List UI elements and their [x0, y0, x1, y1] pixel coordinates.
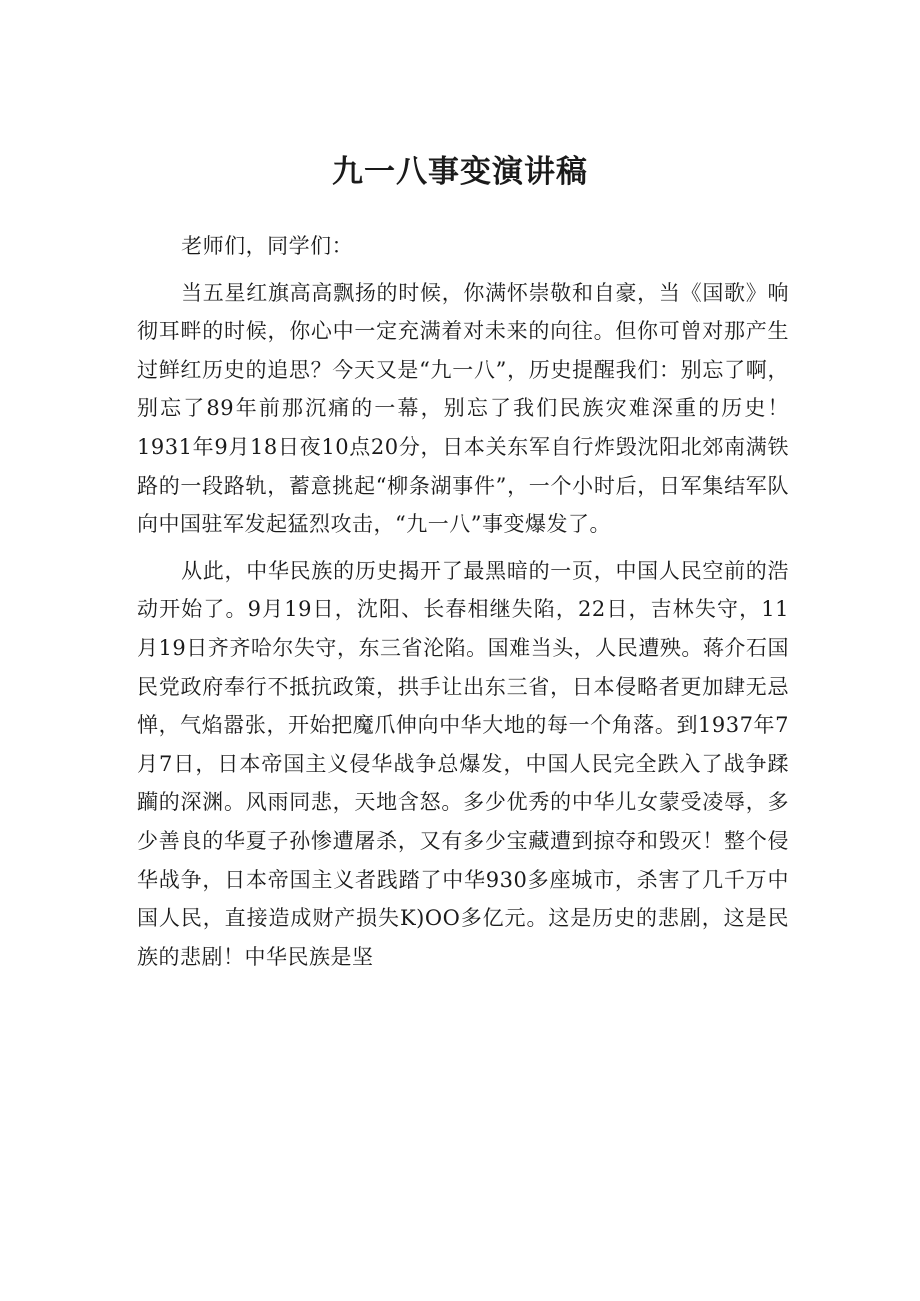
- document-title: 九一八事变演讲稿: [332, 154, 588, 190]
- document-body: [137, 227, 789, 976]
- salutation: 老师们，同学们：: [181, 234, 354, 258]
- paragraph-1: 当五星红旗高高飘扬的时候，你满怀崇敬和自豪，当《国歌》响彻耳畔的时候，你心中一定充满着对未来的向往。但你可曾对那产生过鲜红历史的追思？今天又是“九一八”，历史提醒我们：别忘了啊，别忘了89年前那沉痛的一幕，别忘了我们民族灾难深重的历史！1931年9月18日夜10点20分，日本关东军自行炸毁沈阳北郊南满铁路的一段路轨，蓄意挑起“柳条湖事件”，一个小时后，日军集结军队向中国驻军发起猛烈攻击，“九一八”事变爆发了。: [137, 280, 789, 537]
- paragraph-2: 从此，中华民族的历史揭开了最黑暗的一页，中国人民空前的浩动开始了。9月19日，沈阳、长春相继失陷，22日，吉林失守，11月19日齐齐哈尔失守，东三省沦陷。国难当头，人民遭殃。蒋介石国民党政府奉行不抵抗政策，拱手让出东三省，日本侵略者更加肆无忌惮，气焰嚣张，开始把魔爪伸向中华大地的每一个角落。到1937年7月7日，日本帝国主义侵华战争总爆发，中国人民完全跌入了战争蹂躏的深渊。风雨同悲，天地含怒。多少优秀的中华儿女蒙受凌辱，多少善良的华夏子孙惨遭屠杀，又有多少宝藏遭到掠夺和毁灭！整个侵华战争，日本帝国主义者践踏了中华930多座城市，杀害了几千万中国人民，直接造成财产损失K)OO多亿元。这是历史的悲剧，这是民族的悲剧！中华民族是坚: [137, 558, 789, 969]
